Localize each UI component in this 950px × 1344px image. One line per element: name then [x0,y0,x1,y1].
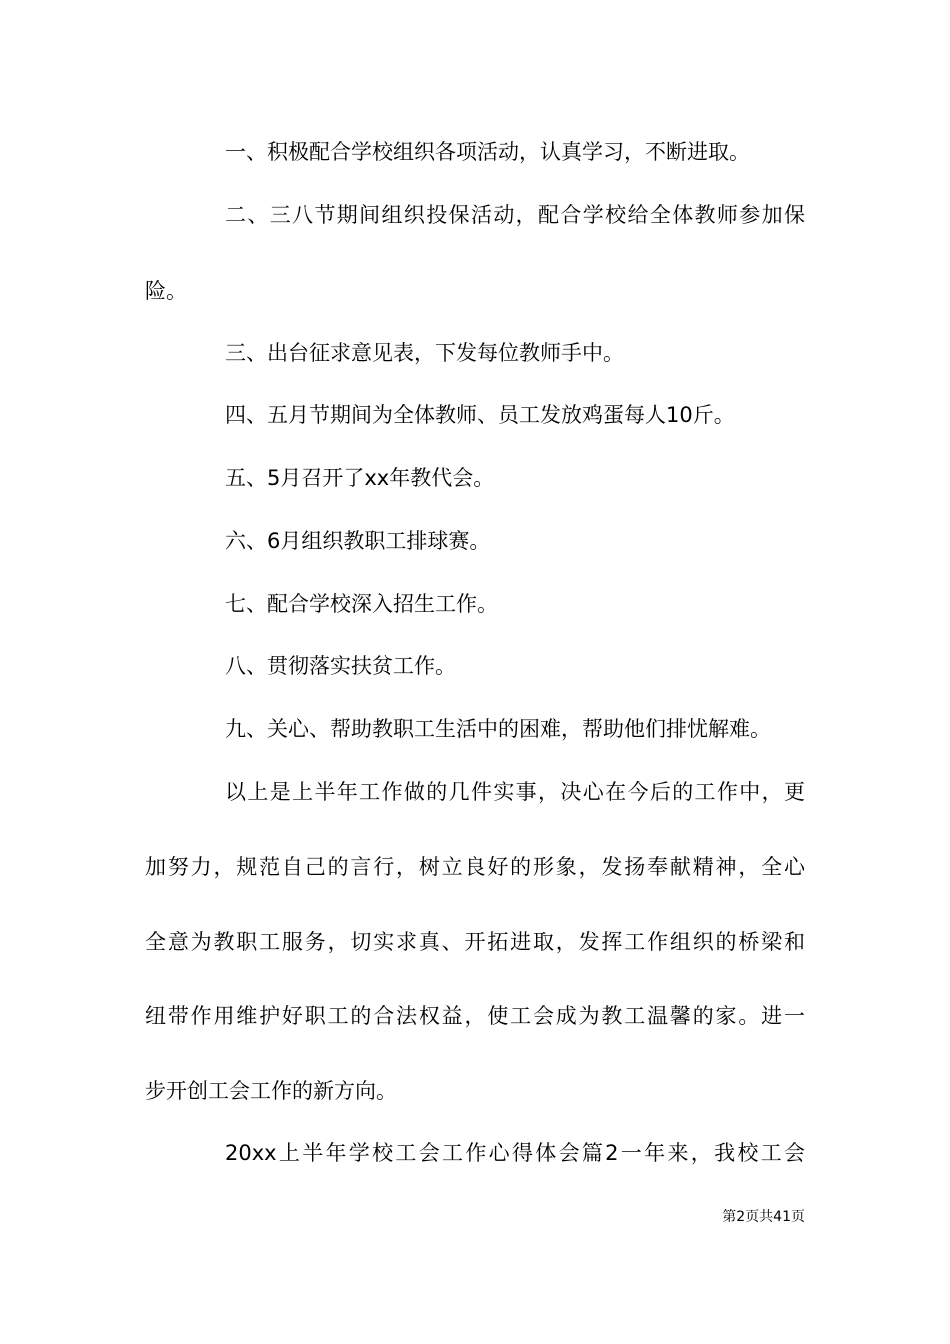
summary-paragraph-line-4: 纽带作用维护好职工的合法权益，使工会成为教工温馨的家。进一 [145,1004,805,1028]
list-item-2-continued: 险。 [145,279,187,303]
list-item-5: 五、5月召开了xx年教代会。 [225,466,495,490]
list-item-9: 九、关心、帮助教职工生活中的困难，帮助他们排忧解难。 [225,717,771,741]
summary-paragraph-line-2: 加努力，规范自己的言行，树立良好的形象，发扬奉献精神，全心 [145,855,805,879]
list-item-2: 二、三八节期间组织投保活动，配合学校给全体教师参加保 [225,203,805,227]
list-item-7: 七、配合学校深入招生工作。 [225,592,498,616]
list-item-6: 六、6月组织教职工排球赛。 [225,529,491,553]
summary-paragraph-line-5: 步开创工会工作的新方向。 [145,1079,397,1103]
summary-paragraph-line-1: 以上是上半年工作做的几件实事，决心在今后的工作中，更 [225,780,805,804]
list-item-3: 三、出台征求意见表，下发每位教师手中。 [225,341,624,365]
page-number-footer: 第2页共41页 [722,1209,805,1225]
summary-paragraph-line-3: 全意为教职工服务，切实求真、开拓进取，发挥工作组织的桥梁和 [145,930,805,954]
next-section-line-1: 20xx上半年学校工会工作心得体会篇2一年来，我校工会 [225,1141,805,1165]
list-item-4: 四、五月节期间为全体教师、员工发放鸡蛋每人10斤。 [225,403,735,427]
list-item-8: 八、贯彻落实扶贫工作。 [225,654,456,678]
list-item-1: 一、积极配合学校组织各项活动，认真学习，不断进取。 [225,140,750,164]
